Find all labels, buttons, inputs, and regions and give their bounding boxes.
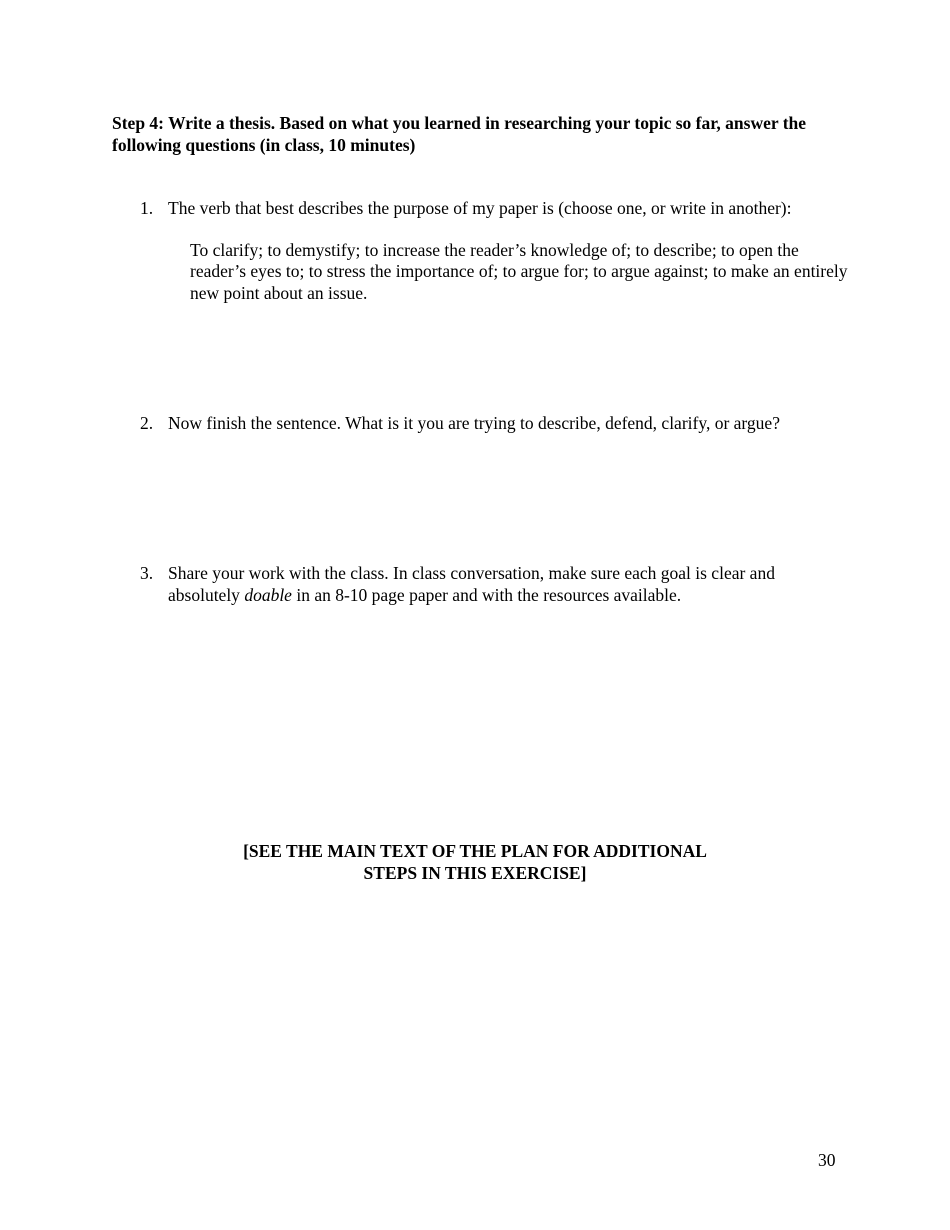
question-text: Now finish the sentence. What is it you are trying to describe, defend, clarify, or argue?	[168, 413, 780, 433]
step-heading: Step 4: Write a thesis. Based on what you learned in researching your topic so far, answer the following questions (in class, 10 minutes)	[112, 113, 807, 155]
callout-line-2: STEPS IN THIS EXERCISE]	[363, 862, 587, 883]
emphasized-word: doable	[244, 584, 292, 605]
question-text-start: Share your work with the class. In class conversation, make sure each goal is clear and absolutely	[168, 563, 775, 605]
verb-options: To clarify; to demystify; to increase the reader’s knowledge of; to describe; to open the reader’s eyes to; to stress the importance of; to argue for; to argue against; to make an entirely new point about an issue.	[190, 239, 848, 303]
question-text-end: in an 8-10 page paper and with the resources available.	[291, 584, 682, 605]
question-2	[140, 413, 850, 435]
question-text	[168, 563, 850, 606]
question-number: 3.	[140, 563, 154, 583]
question-3	[140, 563, 850, 606]
question-number: 1.	[140, 198, 154, 218]
question-number: 2.	[140, 413, 154, 433]
see-main-text-callout	[200, 841, 750, 884]
callout-line-1: [SEE THE MAIN TEXT OF THE PLAN FOR ADDITIONAL	[243, 841, 707, 861]
question-1	[140, 198, 850, 304]
question-text: The verb that best describes the purpose of my paper is (choose one, or write in another):	[168, 198, 792, 218]
page-number: 30	[818, 1150, 836, 1170]
